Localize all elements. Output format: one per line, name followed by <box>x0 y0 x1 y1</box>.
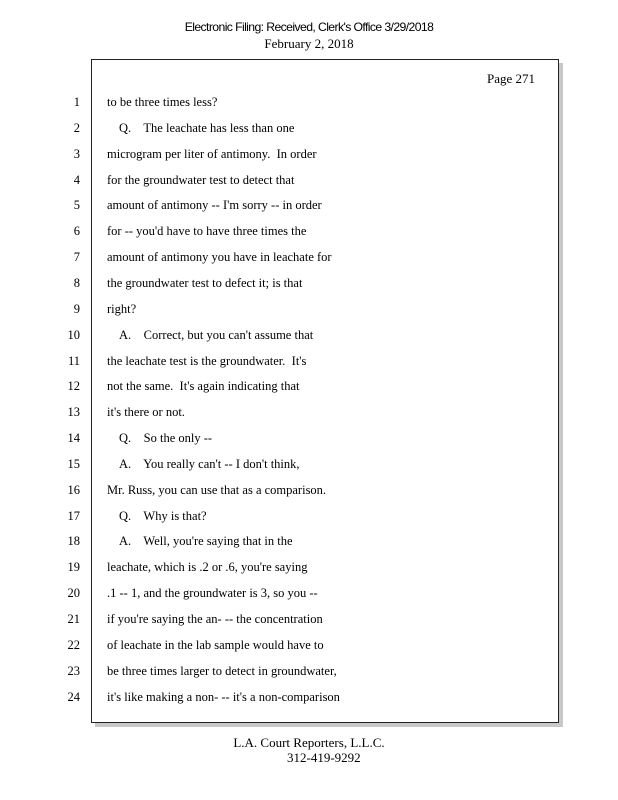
line-text: amount of antimony -- I'm sorry -- in order <box>107 198 322 213</box>
line-number: 14 <box>67 431 80 446</box>
transcript-line <box>0 120 560 136</box>
reporter-company: L.A. Court Reporters, L.L.C. <box>233 735 385 750</box>
transcript-line <box>0 301 560 317</box>
transcript-line <box>0 611 560 627</box>
line-number: 9 <box>73 301 80 316</box>
line-text: A. Well, you're saying that in the <box>119 534 293 549</box>
line-text: if you're saying the an- -- the concentration <box>107 612 323 626</box>
transcript-line <box>0 689 560 705</box>
line-number: 23 <box>67 663 80 678</box>
line-number: 16 <box>67 482 80 497</box>
line-text: .1 -- 1, and the groundwater is 3, so you -- <box>107 586 318 601</box>
line-number: 15 <box>67 456 80 471</box>
line-number: 24 <box>67 689 80 704</box>
transcript-line <box>0 327 560 343</box>
line-text: to be three times less? <box>107 95 218 109</box>
line-text: for -- you'd have to have three times the <box>107 224 307 239</box>
line-text: of leachate in the lab sample would have to <box>107 637 324 652</box>
line-number: 10 <box>67 327 80 342</box>
line-text: right? <box>107 301 137 316</box>
line-text: it's like making a non- -- it's a non-comparison <box>107 689 340 704</box>
transcript-line <box>0 456 560 472</box>
transcript-line <box>0 482 560 498</box>
transcript-line <box>0 223 560 239</box>
line-number: 13 <box>67 405 80 420</box>
transcript-line <box>0 249 560 265</box>
line-number: 5 <box>73 198 80 213</box>
line-number: 20 <box>67 586 80 601</box>
line-text: A. You really can't -- I don't think, <box>119 456 300 471</box>
transcript-line <box>0 404 560 420</box>
filing-stamp: Electronic Filing: Received, Clerk's Office 3/29/2018 <box>184 20 434 34</box>
line-number: 4 <box>73 172 80 187</box>
transcript-line <box>0 197 560 213</box>
line-number: 3 <box>73 146 80 161</box>
line-number: 19 <box>67 560 80 575</box>
transcript-line <box>0 663 560 679</box>
transcript-date: February 2, 2018 <box>264 36 354 51</box>
line-number: 21 <box>67 612 80 626</box>
line-number: 18 <box>67 534 80 549</box>
transcript-line <box>0 94 560 110</box>
line-number: 1 <box>73 95 80 109</box>
line-text: not the same. It's again indicating that <box>107 379 300 394</box>
line-text: A. Correct, but you can't assume that <box>119 327 314 342</box>
transcript-line <box>0 637 560 653</box>
transcript-line <box>0 275 560 291</box>
line-number: 17 <box>67 508 80 523</box>
transcript-line <box>0 508 560 524</box>
line-number: 11 <box>67 353 80 368</box>
line-text: be three times larger to detect in groundwater, <box>107 663 337 678</box>
line-number: 22 <box>67 637 80 652</box>
line-text: microgram per liter of antimony. In order <box>107 146 317 161</box>
line-text: Q. Why is that? <box>119 508 207 523</box>
line-text: Mr. Russ, you can use that as a comparison. <box>107 482 327 497</box>
transcript-line <box>0 378 560 394</box>
line-number: 6 <box>73 224 80 239</box>
transcript-line <box>0 533 560 549</box>
line-text: leachate, which is .2 or .6, you're saying <box>107 560 308 575</box>
line-number: 7 <box>73 250 80 265</box>
line-text: the groundwater test to defect it; is that <box>107 275 303 290</box>
transcript-line <box>0 172 560 188</box>
line-text: Q. The leachate has less than one <box>119 120 295 135</box>
line-text: the leachate test is the groundwater. It's <box>107 353 307 368</box>
line-text: amount of antimony you have in leachate for <box>107 250 332 265</box>
line-text: it's there or not. <box>107 405 185 420</box>
transcript-line <box>0 146 560 162</box>
transcript-line <box>0 559 560 575</box>
line-text: Q. So the only -- <box>119 431 213 446</box>
transcript-line <box>0 585 560 601</box>
line-text: for the groundwater test to detect that <box>107 172 295 187</box>
transcript-line <box>0 353 560 369</box>
line-number: 8 <box>73 275 80 290</box>
page-number: Page 271 <box>487 71 536 86</box>
line-number: 2 <box>73 120 80 135</box>
line-number: 12 <box>67 379 80 394</box>
reporter-phone: 312-419-9292 <box>287 750 361 765</box>
transcript-line <box>0 430 560 446</box>
